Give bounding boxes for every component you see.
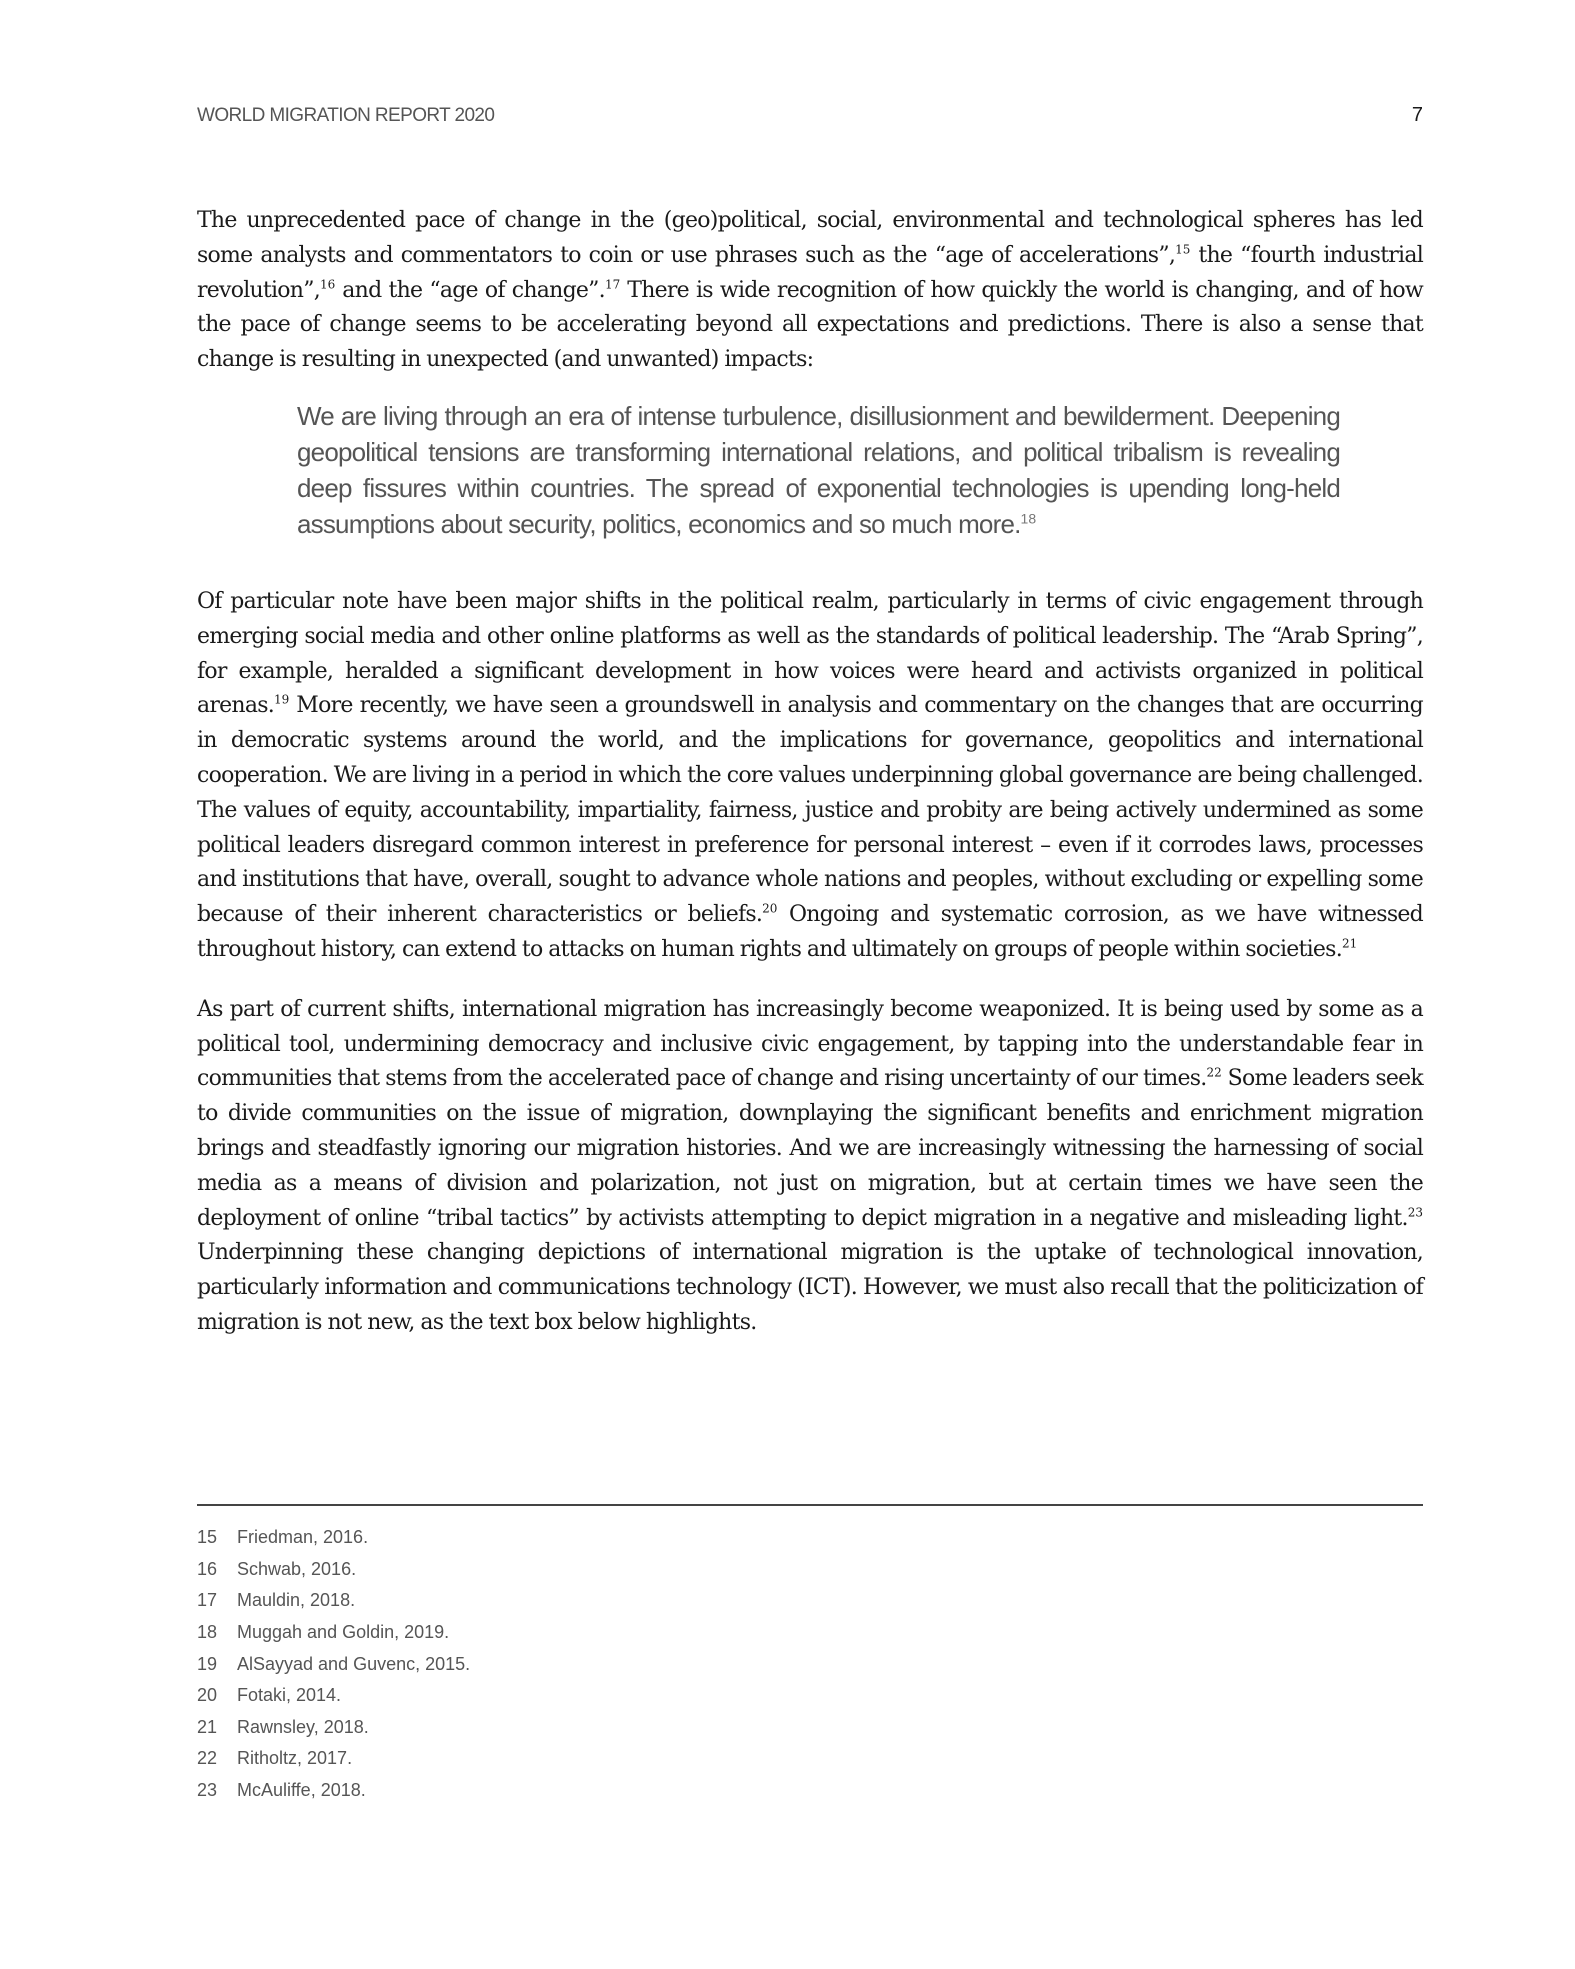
footnote-text: Friedman, 2016. <box>237 1527 369 1548</box>
block-quote <box>297 398 1340 542</box>
footnote-text: Rawnsley, 2018. <box>237 1716 369 1737</box>
footnote-number: 18 <box>197 1622 218 1643</box>
paragraph-text: Underpinning these changing depictions of international migration is the uptake of technological innovation, particularly information and communications technology (ICT). However, we must also recall that the politicization of migration is not new, as the text box below highlights. <box>197 1240 1423 1335</box>
footnote-number: 17 <box>197 1590 218 1611</box>
footnote-ref-23[interactable]: 23 <box>1407 1205 1423 1220</box>
footnote-ref-18[interactable]: 18 <box>1020 510 1037 527</box>
footnote-item <box>197 1712 1423 1744</box>
footnote-ref-21[interactable]: 21 <box>1341 936 1358 951</box>
footnote-item <box>197 1585 1423 1617</box>
footnote-item <box>197 1617 1423 1649</box>
paragraph-text: the “fourth industrial revolution”, <box>197 242 1423 303</box>
paragraph-text: There is wide recognition of how quickly the world is changing, and of how the pace of change seems to be accelerating beyond all expectations and predictions. There is also a sense that change is resulting in unexpected (and unwanted) impacts: <box>197 277 1423 373</box>
footnote-ref-20[interactable]: 20 <box>762 901 778 916</box>
paragraph-text: Some leaders seek to divide communities on the issue of migration, downplaying the significant benefits and enrichment migration brings and steadfastly ignoring our migration histories. And we are increasingly witnessing the harnessing of social media as a means of division and polarization, not just on migration, but at certain times we have seen the deployment of online “tribal tactics” by activists attempting to depict migration in a negative and misleading light. <box>197 1066 1423 1231</box>
footnote-number: 22 <box>197 1748 218 1769</box>
paragraph-text: Of particular note have been major shifts in the political realm, particularly in terms of civic engagement through emerging social media and other online platforms as well as the standards of political leadership. The “Arab Spring”, for example, heralded a significant development in how voices were heard and activists organized in political arenas. <box>197 588 1423 719</box>
footnote-item <box>197 1554 1423 1586</box>
quote-text: We are living through an era of intense turbulence, disillusionment and bewilderment. Deepening geopolitical tensions are transforming international relations, and political tribalism is revealing deep fissures within countries. The spread of exponential technologies is upending long-held assumptions about security, politics, economics and so much more. <box>297 400 1340 539</box>
footnote-number: 20 <box>197 1685 218 1706</box>
footnote-number: 15 <box>197 1527 218 1548</box>
footnote-number: 21 <box>197 1716 218 1737</box>
footnotes-section <box>197 1504 1423 1806</box>
footnote-item <box>197 1743 1423 1775</box>
footnote-item <box>197 1522 1423 1554</box>
page-number: 7 <box>1411 104 1423 126</box>
paragraph-3 <box>197 993 1423 1341</box>
footnote-text: Muggah and Goldin, 2019. <box>237 1622 450 1643</box>
footnote-text: Ritholtz, 2017. <box>237 1748 353 1769</box>
footnote-ref-16[interactable]: 16 <box>319 277 336 292</box>
footnote-number: 23 <box>197 1780 218 1801</box>
footnote-item <box>197 1648 1423 1680</box>
paragraph-text: As part of current shifts, international migration has increasingly become weaponized. It is being used by some as a political tool, undermining democracy and inclusive civic engagement, by tapping into the understandable fear in communities that stems from the accelerated pace of change and rising uncertainty of our times. <box>197 996 1423 1092</box>
footnote-text: AlSayyad and Guvenc, 2015. <box>237 1653 471 1674</box>
footnote-ref-15[interactable]: 15 <box>1175 242 1191 257</box>
paragraph-text: Ongoing and systematic corrosion, as we have witnessed throughout history, can extend to attacks on human rights and ultimately on groups of people within societies. <box>197 902 1423 962</box>
footnote-text: Mauldin, 2018. <box>237 1590 356 1611</box>
running-title: WORLD MIGRATION REPORT 2020 <box>197 105 495 126</box>
footnote-number: 19 <box>197 1653 218 1674</box>
paragraph-text: The unprecedented pace of change in the (geo)political, social, environmental and technological spheres has led some analysts and commentators to coin or use phrases such as the “age of accelerations”, <box>197 208 1423 268</box>
footnote-ref-22[interactable]: 22 <box>1206 1066 1222 1081</box>
footnote-ref-17[interactable]: 17 <box>604 277 621 292</box>
footnote-number: 16 <box>197 1558 218 1579</box>
footnote-ref-19[interactable]: 19 <box>273 693 290 708</box>
paragraph-text: More recently, we have seen a groundswell in analysis and commentary on the changes that are occurring in democratic systems around the world, and the implications for governance, geopolitics and international cooperation. We are living in a period in which the core values underpinning global governance are being challenged. The values of equity, accountability, impartiality, fairness, justice and probity are being actively undermined as some political leaders disregard common interest in preference for personal interest – even if it corrodes laws, processes and institutions that have, overall, sought to advance whole nations and peoples, without excluding or expelling some because of their inherent characteristics or beliefs. <box>197 693 1423 928</box>
footnote-text: McAuliffe, 2018. <box>237 1780 366 1801</box>
paragraph-2 <box>197 585 1423 968</box>
paragraph-1 <box>197 204 1423 378</box>
main-body <box>197 204 1423 1341</box>
footnote-text: Schwab, 2016. <box>237 1558 357 1579</box>
footnote-text: Fotaki, 2014. <box>237 1685 342 1706</box>
footnote-item <box>197 1775 1423 1807</box>
page-header <box>197 104 1423 127</box>
paragraph-text: and the “age of change”. <box>335 277 605 303</box>
footnote-item <box>197 1680 1423 1712</box>
